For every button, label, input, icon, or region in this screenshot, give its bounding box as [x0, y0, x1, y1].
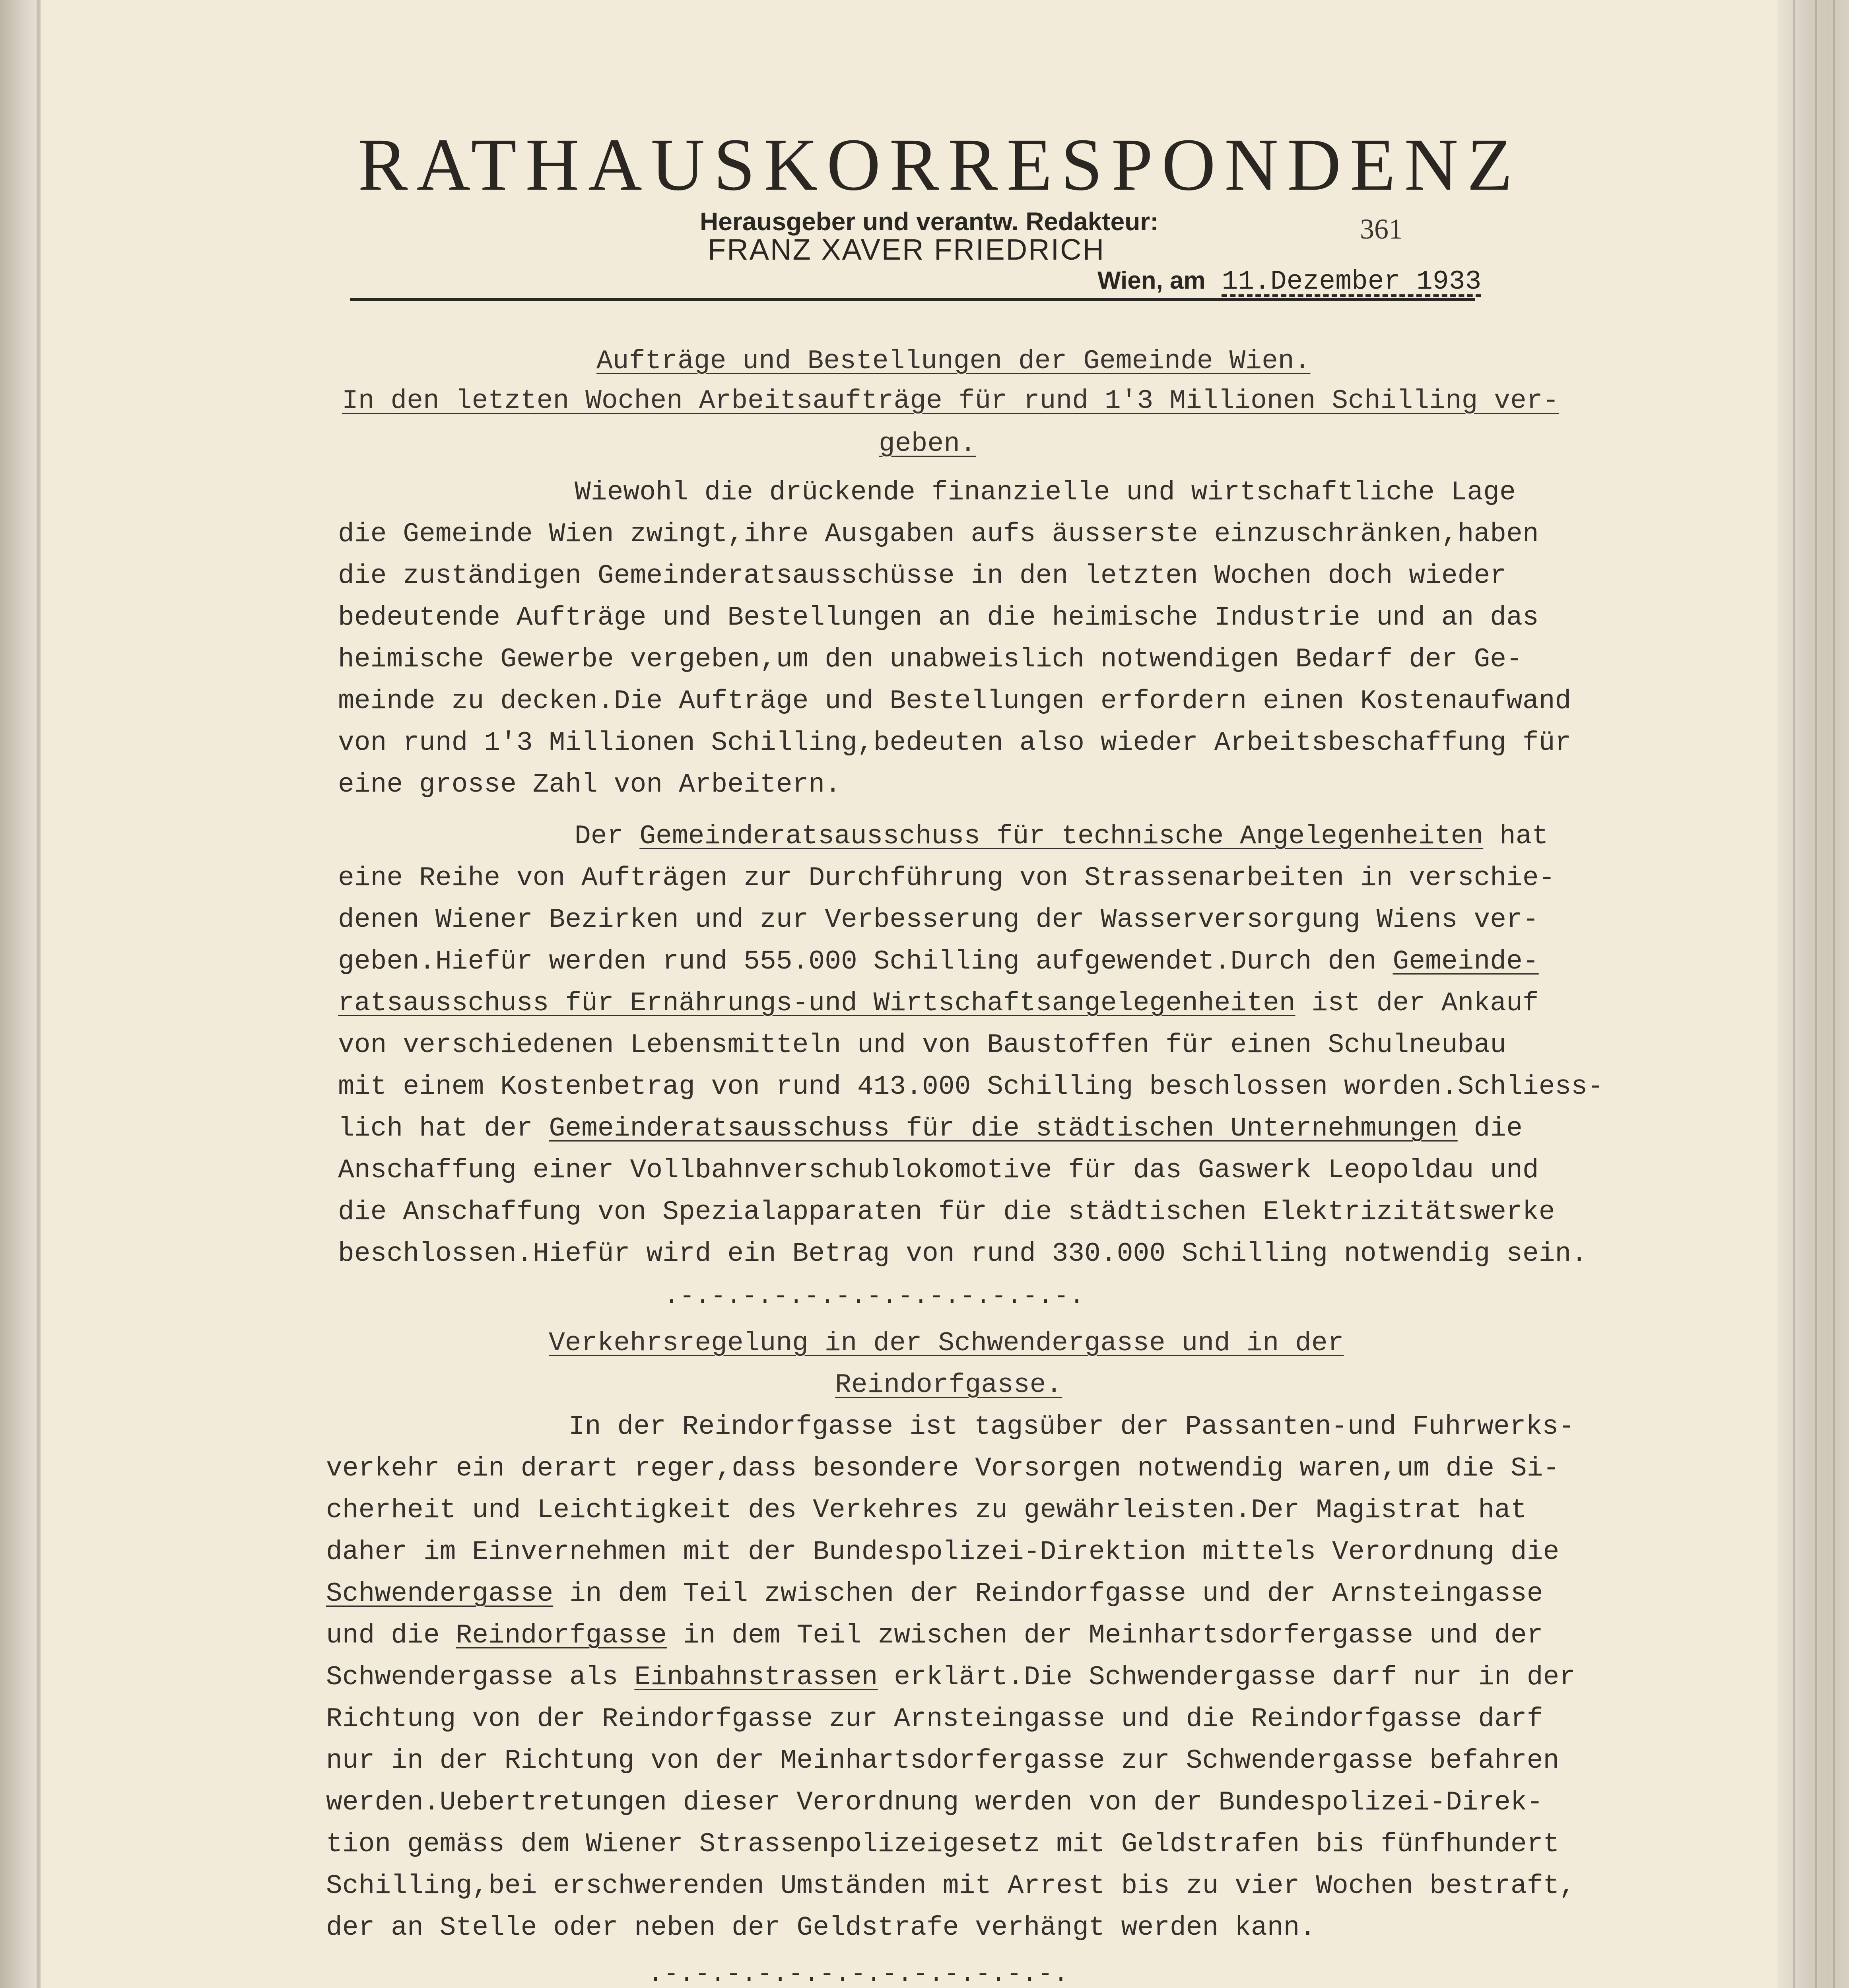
- paragraph-line: [326, 1664, 1575, 1691]
- paragraph-line: In der Reindorfgasse ist tagsüber der Passanten-und Fuhrwerks-: [569, 1411, 1575, 1442]
- underlined-term: Einbahnstrassen: [634, 1662, 878, 1693]
- page-number: 361: [1360, 213, 1403, 245]
- paragraph-line: von rund 1'3 Millionen Schilling,bedeuten also wieder Arbeitsbeschaffung für: [338, 728, 1571, 758]
- page-fold-shadow: [37, 0, 41, 1988]
- date-line: [1097, 266, 1481, 297]
- section-separator: .-.-.-.-.-.-.-.-.-.-.-.-.-.: [648, 1960, 1069, 1988]
- header-rule: [350, 298, 1475, 301]
- paragraph-line: Wiewohl die drückende finanzielle und wirtschaftliche Lage: [575, 477, 1516, 508]
- date-label: Wien, am: [1097, 267, 1206, 294]
- paragraph-line: [326, 1580, 1543, 1607]
- page-edge-line: [1815, 0, 1817, 1988]
- date-value: 11.Dezember 1933: [1222, 266, 1482, 297]
- paragraph-line: verkehr ein derart reger,dass besondere Vorsorgen notwendig waren,um die Si-: [326, 1453, 1560, 1484]
- paragraph-line: beschlossen.Hiefür wird ein Betrag von rund 330.000 Schilling notwendig sein.: [338, 1239, 1588, 1269]
- paragraph-line: [575, 823, 1548, 850]
- paragraph-line: heimische Gewerbe vergeben,um den unabweislich notwendigen Bedarf der Ge-: [338, 644, 1523, 675]
- text-run: und die: [326, 1620, 456, 1651]
- underlined-committee: Gemeinde-: [1393, 946, 1539, 977]
- paragraph-line: meinde zu decken.Die Aufträge und Bestellungen erfordern einen Kostenaufwand: [338, 686, 1571, 716]
- underlined-street: Schwendergasse: [326, 1578, 554, 1609]
- paragraph-line: werden.Uebertretungen dieser Verordnung werden von der Bundespolizei-Direk-: [326, 1787, 1543, 1818]
- text-run: Der: [575, 821, 640, 852]
- paragraph-line: [338, 948, 1539, 975]
- left-page-edge: [0, 0, 42, 1988]
- text-run: erklärt.Die Schwendergasse darf nur in der: [878, 1662, 1576, 1693]
- section-separator: .-.-.-.-.-.-.-.-.-.-.-.-.-.: [664, 1282, 1085, 1310]
- text-run: die: [1457, 1113, 1523, 1144]
- text-run: geben.Hiefür werden rund 555.000 Schilling aufgewendet.Durch den: [338, 946, 1393, 977]
- paragraph-line: nur in der Richtung von der Meinhartsdorfergasse zur Schwendergasse befahren: [326, 1745, 1560, 1776]
- paragraph-line: denen Wiener Bezirken und zur Verbesserung der Wasserversorgung Wiens ver-: [338, 905, 1539, 935]
- underlined-committee: Gemeinderatsausschuss für technische Angelegenheiten: [639, 821, 1484, 852]
- paragraph-line: [326, 1622, 1543, 1649]
- paragraph-line: bedeutende Aufträge und Bestellungen an die heimische Industrie und an das: [338, 602, 1539, 633]
- underlined-committee: Gemeinderatsausschuss für die städtischen Unternehmungen: [549, 1113, 1458, 1144]
- text-run: in dem Teil zwischen der Meinhartsdorfergasse und der: [666, 1620, 1543, 1651]
- paragraph-line: cherheit und Leichtigkeit des Verkehres zu gewährleisten.Der Magistrat hat: [326, 1495, 1527, 1526]
- paragraph-line: mit einem Kostenbetrag von rund 413.000 Schilling beschlossen worden.Schliess-: [338, 1072, 1604, 1102]
- paragraph-line: die Anschaffung von Spezialapparaten für die städtischen Elektrizitätswerke: [338, 1197, 1555, 1227]
- text-run: ist der Ankauf: [1295, 988, 1539, 1019]
- text-run: lich hat der: [338, 1113, 549, 1144]
- section-subtitle: In den letzten Wochen Arbeitsaufträge für rund 1'3 Millionen Schilling ver-: [342, 386, 1559, 416]
- paragraph-line: daher im Einvernehmen mit der Bundespolizei-Direktion mittels Verordnung die: [326, 1537, 1560, 1567]
- underlined-committee: ratsausschuss für Ernährungs-und Wirtschaftsangelegenheiten: [338, 988, 1295, 1019]
- text-run: hat: [1483, 821, 1548, 852]
- section-title: Reindorfgasse.: [835, 1370, 1062, 1400]
- paragraph-line: der an Stelle oder neben der Geldstrafe verhängt werden kann.: [326, 1912, 1316, 1943]
- paragraph-line: die zuständigen Gemeinderatsausschüsse in den letzten Wochen doch wieder: [338, 561, 1507, 591]
- paragraph-line: eine grosse Zahl von Arbeitern.: [338, 769, 841, 800]
- publisher-name: FRANZ XAVER FRIEDRICH: [708, 233, 1105, 266]
- paragraph-line: von verschiedenen Lebensmitteln und von Baustoffen für einen Schulneubau: [338, 1030, 1507, 1060]
- paragraph-line: die Gemeinde Wien zwingt,ihre Ausgaben aufs äusserste einzuschränken,haben: [338, 519, 1539, 549]
- paragraph-line: eine Reihe von Aufträgen zur Durchführung von Strassenarbeiten in verschie-: [338, 863, 1555, 893]
- text-run: in dem Teil zwischen der Reindorfgasse und der Arnsteingasse: [553, 1578, 1543, 1609]
- underlined-street: Reindorfgasse: [456, 1620, 667, 1651]
- paragraph-line: [338, 1115, 1523, 1142]
- paragraph-line: Schilling,bei erschwerenden Umständen mit Arrest bis zu vier Wochen bestraft,: [326, 1871, 1576, 1901]
- page-edge-line: [1833, 0, 1835, 1988]
- paragraph-line: Anschaffung einer Vollbahnverschublokomotive für das Gaswerk Leopoldau und: [338, 1155, 1539, 1186]
- page-edge-line: [1793, 0, 1795, 1988]
- paragraph-line: tion gemäss dem Wiener Strassenpolizeigesetz mit Geldstrafen bis fünfhundert: [326, 1829, 1560, 1860]
- paragraph-line: Richtung von der Reindorfgasse zur Arnsteingasse und die Reindorfgasse darf: [326, 1704, 1543, 1734]
- section-subtitle: geben.: [879, 429, 976, 459]
- paragraph-line: [338, 990, 1539, 1017]
- masthead-title: RATHAUSKORRESPONDENZ: [358, 123, 1522, 206]
- text-run: Schwendergasse als: [326, 1662, 635, 1693]
- section-title: Verkehrsregelung in der Schwendergasse und in der: [549, 1328, 1344, 1359]
- publisher-label: Herausgeber und verantw. Redakteur:: [700, 207, 1159, 236]
- right-page-edge: [1777, 0, 1849, 1988]
- section-title: Aufträge und Bestellungen der Gemeinde Wien.: [596, 346, 1311, 377]
